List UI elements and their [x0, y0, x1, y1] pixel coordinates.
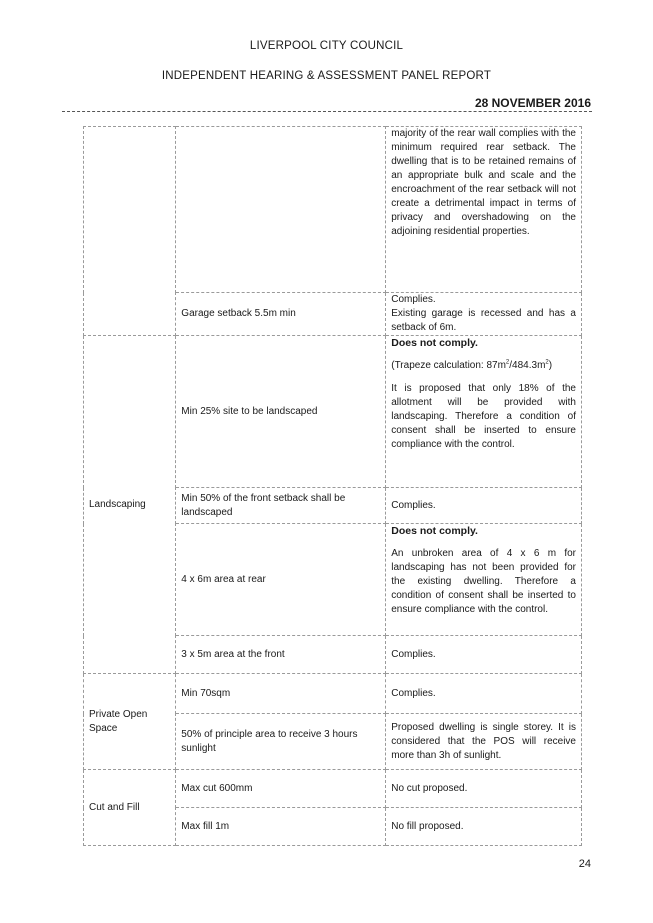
- table-row: [84, 674, 582, 714]
- compliance-table: [83, 126, 582, 846]
- comment-text: Existing garage is recessed and has a setback of 6m.: [391, 308, 576, 333]
- comment-text: An unbroken area of 4 x 6 m for landscaping has not been provided for the existing dwelling. Therefore a condition of consent shall be inserted to ensure compliance with the control.: [391, 548, 576, 615]
- comment-cell: Complies.: [386, 674, 582, 714]
- comment-text: It is proposed that only 18% of the allotment will be provided with landscaping. Therefore a condition of consent shall be inserted to ensure compliance with the control.: [391, 383, 576, 450]
- report-title: INDEPENDENT HEARING & ASSESSMENT PANEL REPORT: [161, 70, 492, 82]
- control-cell: Min 70sqm: [176, 674, 386, 714]
- table-row: [84, 127, 582, 293]
- report-date: 28 NOVEMBER 2016: [474, 96, 591, 110]
- comment-cell: No cut proposed.: [386, 770, 582, 808]
- control-cell: 50% of principle area to receive 3 hours sunlight: [176, 714, 386, 770]
- table-row: [84, 336, 582, 488]
- comment-cell: Proposed dwelling is single storey. It is considered that the POS will receive more than 3h of sunlight.: [386, 714, 582, 770]
- control-cell: 4 x 6m area at rear: [176, 524, 386, 636]
- status-text: Complies.: [391, 294, 436, 305]
- control-cell-empty: [176, 127, 386, 293]
- table-row: [84, 770, 582, 808]
- header-divider: [62, 111, 592, 112]
- status-text: Does not comply.: [391, 337, 478, 349]
- comment-cell: majority of the rear wall complies with the minimum required rear setback. The dwelling that is to be retained remains of an appropriate bulk and scale and the encroachment of the rear setback will not create a detrimental impact in terms of privacy and overshadowing on the adjoining residential properties.: [386, 127, 582, 293]
- status-text: Does not comply.: [391, 525, 478, 537]
- comment-cell: Complies.: [386, 636, 582, 674]
- control-cell: Max fill 1m: [176, 808, 386, 846]
- heading-cell: Private Open Space: [84, 674, 176, 770]
- control-cell: Min 50% of the front setback shall be landscaped: [176, 488, 386, 524]
- control-cell: 3 x 5m area at the front: [176, 636, 386, 674]
- council-name: LIVERPOOL CITY COUNCIL: [249, 40, 404, 52]
- heading-cell: Landscaping: [84, 336, 176, 674]
- comment-cell: [386, 293, 582, 336]
- comment-cell: Complies.: [386, 488, 582, 524]
- page-number: 24: [578, 858, 591, 870]
- comment-cell: [386, 336, 582, 488]
- control-cell: Max cut 600mm: [176, 770, 386, 808]
- comment-cell: [386, 524, 582, 636]
- comment-cell: No fill proposed.: [386, 808, 582, 846]
- calculation-text: (Trapeze calculation: $87m^2/484.3m^2$): [391, 359, 553, 371]
- control-cell: Min 25% site to be landscaped: [176, 336, 386, 488]
- heading-cell: Cut and Fill: [84, 770, 176, 846]
- control-cell: Garage setback 5.5m min: [176, 293, 386, 336]
- heading-cell-empty: [84, 127, 176, 336]
